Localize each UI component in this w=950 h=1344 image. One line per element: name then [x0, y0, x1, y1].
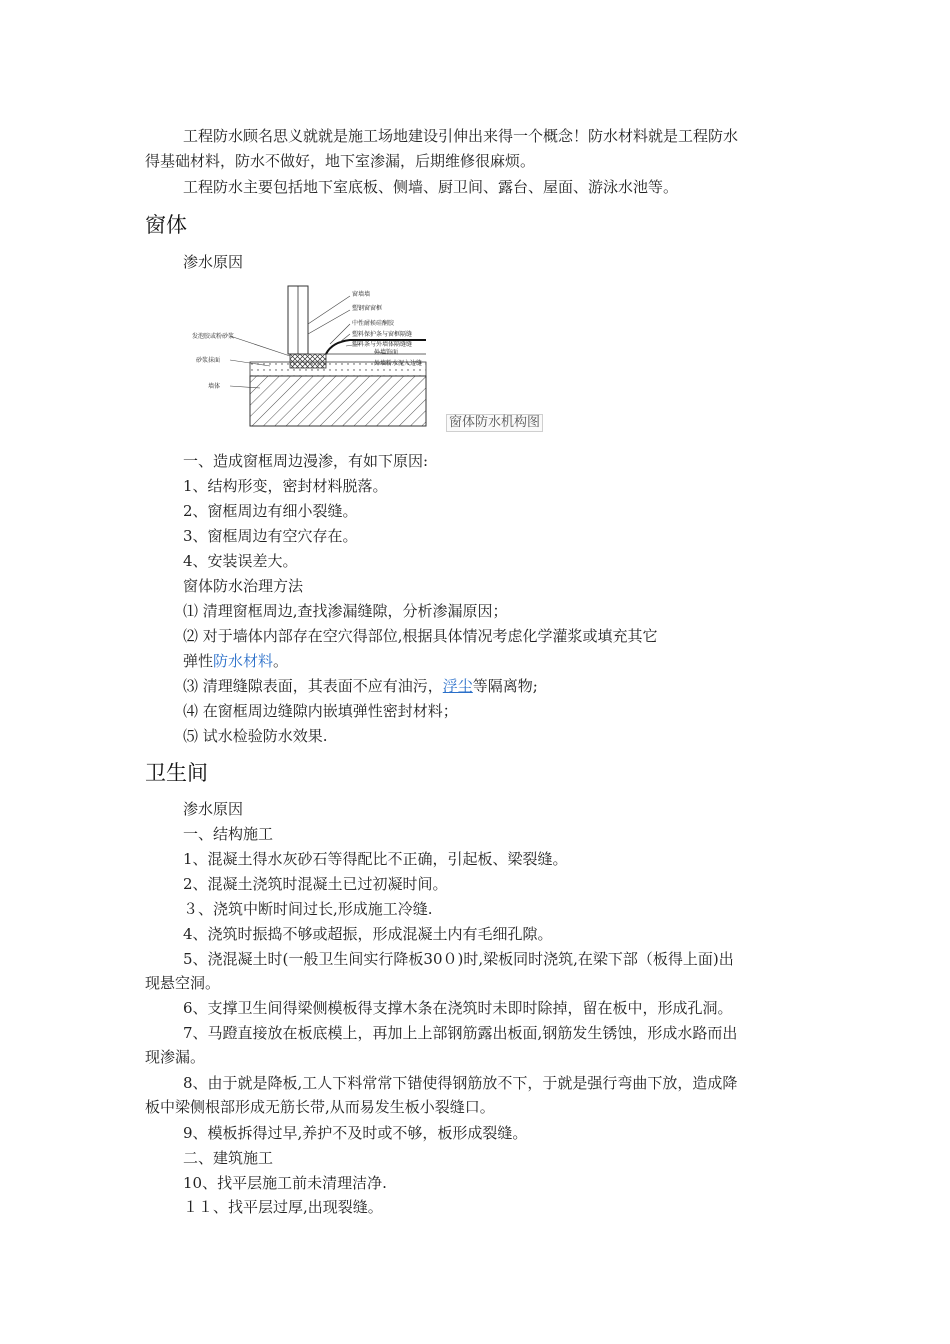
diagram-label: 塑料条与外墙体隔缝缝 [352, 341, 413, 348]
list-item: 4、浇筑时振捣不够或超振，形成混凝土内有毛细孔隙。 [183, 925, 553, 943]
list-item [183, 676, 538, 696]
wall-body-shape [250, 376, 426, 426]
method-title: 窗体防水治理方法 [183, 577, 304, 595]
cause-title: 一、造成窗框周边漫渗，有如下原因: [183, 452, 429, 470]
diagram-label: 墙体 [208, 383, 221, 390]
list-item: 1、混凝土得水灰砂石等得配比不正确，引起板、梁裂缝。 [183, 850, 568, 868]
list-item: 4、安装误差大。 [183, 552, 298, 570]
diagram-label: 窗墙墙 [352, 291, 371, 298]
list-item: ⑴ 清理窗框周边,查找渗漏缝隙，分析渗漏原因； [183, 602, 508, 620]
diagram-label: 中性耐候硅酮胶 [352, 320, 395, 327]
diagram-label: 塑钢窗窗框 [352, 305, 383, 312]
diagram-label: 发泡胶或粉砂浆 [192, 333, 235, 340]
list-item: 6、支撑卫生间得梁侧模板得支撑木条在浇筑时未即时除掉，留在板中，形成孔洞。 [183, 999, 733, 1017]
list-item: ⑵ 对于墙体内部存在空穴得部位,根据具体情况考虑化学灌浆或填充其它 [183, 627, 658, 645]
list-item: ⑸ 试水检验防水效果. [183, 727, 328, 745]
list-item: 2、窗框周边有细小裂缝。 [183, 502, 358, 520]
subheading-leak-cause: 渗水原因 [183, 800, 244, 818]
subheading-leak-cause: 渗水原因 [183, 253, 244, 271]
dust-link[interactable]: 浮尘 [442, 677, 473, 695]
list-item: 10、找平层施工前未清理洁净. [183, 1174, 387, 1192]
list-item-continuation: 现渗漏。 [145, 1048, 206, 1066]
list-item: 1、结构形变，密封材料脱落。 [183, 477, 388, 495]
foam-fill-shape [290, 354, 326, 368]
section-heading-bathroom: 卫生间 [145, 761, 208, 785]
diagram-label: 外墙粉水泥入边缝 [374, 360, 423, 367]
list-item: 8、由于就是降板,工人下料常常下错使得钢筋放不下，于就是强行弯曲下放，造成降 [183, 1074, 738, 1092]
text-span: 等隔离物; [472, 677, 538, 695]
list-item: ⑷ 在窗框周边缝隙内嵌填弹性密封材料； [183, 702, 458, 720]
diagram-label: 外墙饰面 [374, 349, 399, 356]
list-item: ３、浇筑中断时间过长,形成施工冷缝. [183, 900, 433, 918]
diagram-label: 塑料保护条与窗框隔缝 [352, 331, 413, 338]
intro-paragraph-line: 工程防水主要包括地下室底板、侧墙、厨卫间、露台、屋面、游泳水池等。 [183, 178, 679, 196]
list-item: 3、窗框周边有空穴存在。 [183, 527, 358, 545]
diagram-label: 砂浆抹面 [196, 357, 221, 364]
list-item: １１、找平层过厚,出现裂缝。 [183, 1198, 383, 1216]
text-span: 。 [273, 652, 289, 670]
list-item [183, 651, 288, 671]
part-title: 二、建筑施工 [183, 1149, 274, 1167]
waterproof-material-link[interactable]: 防水材料 [213, 652, 274, 670]
list-item-continuation: 现悬空洞。 [145, 974, 221, 992]
text-span: 弹性 [183, 652, 214, 670]
intro-paragraph-line: 工程防水顾名思义就就是施工场地建设引伸出来得一个概念！防水材料就是工程防水 [183, 127, 739, 145]
text-span: ⑶ 清理缝隙表面，其表面不应有油污， [183, 677, 443, 695]
intro-paragraph-line: 得基础材料，防水不做好，地下室渗漏，后期维修很麻烦。 [145, 152, 536, 170]
list-item: 9、模板拆得过早,养护不及时或不够，板形成裂缝。 [183, 1124, 528, 1142]
figure-caption: 窗体防水机构图 [446, 414, 543, 432]
section-heading-window: 窗体 [145, 213, 187, 237]
list-item: 5、浇混凝土时(一般卫生间实行降板30０)时,梁板同时浇筑,在梁下部（板得上面)出 [183, 950, 734, 968]
list-item: 2、混凝土浇筑时混凝土已过初凝时间。 [183, 875, 448, 893]
list-item: 7、马蹬直接放在板底模上，再加上上部钢筋露出板面,钢筋发生锈蚀，形成水路而出 [183, 1024, 738, 1042]
window-waterproof-diagram [190, 284, 436, 428]
part-title: 一、结构施工 [183, 825, 274, 843]
list-item-continuation: 板中梁侧根部形成无筋长带,从而易发生板小裂缝口。 [145, 1098, 495, 1116]
